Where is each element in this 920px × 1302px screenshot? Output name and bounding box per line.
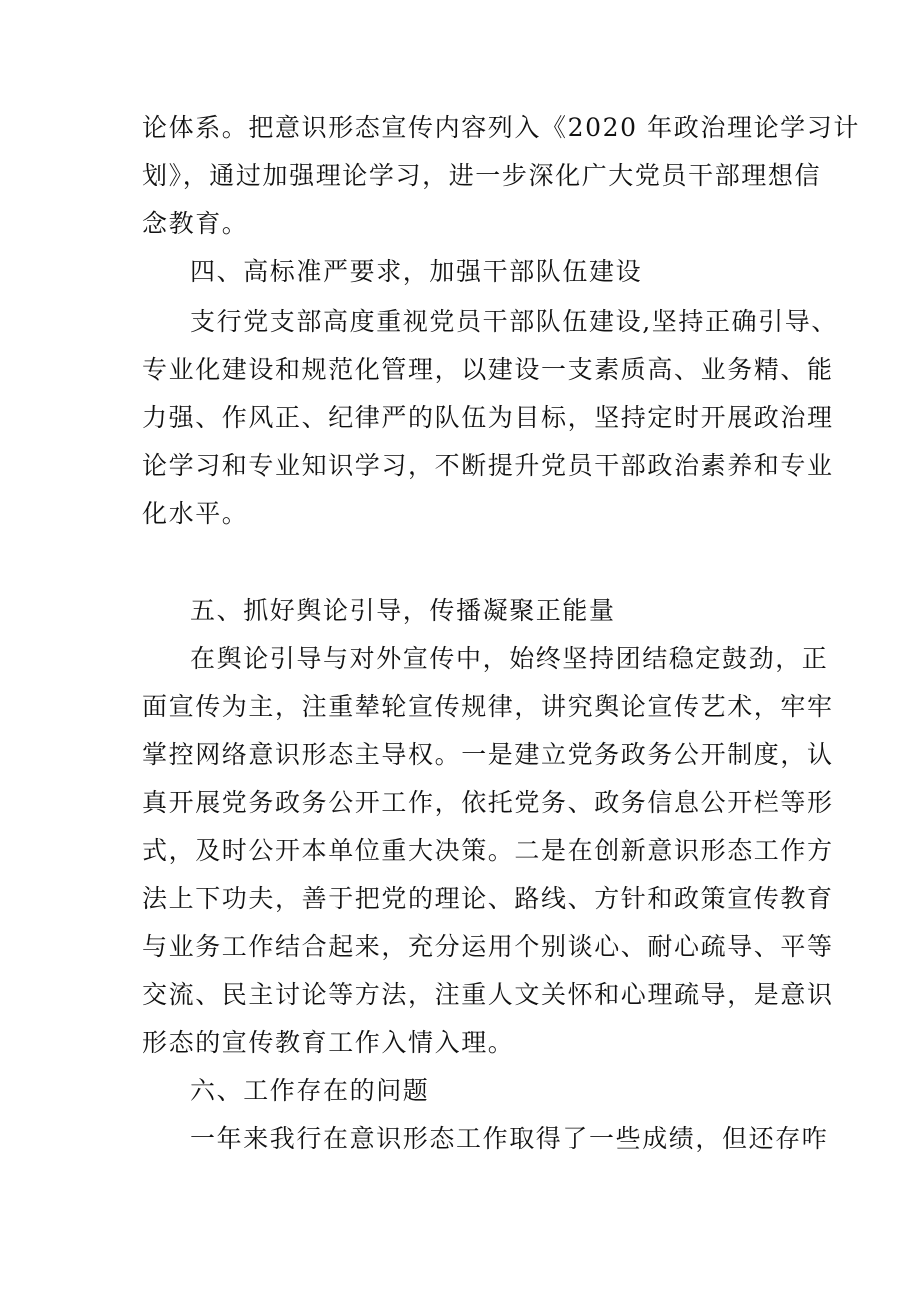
paragraph-line: 念教育。 <box>142 209 249 238</box>
paragraph-line: 真开展党务政务公开工作，依托党务、政务信息公开栏等形 <box>142 788 834 817</box>
paragraph-line: 力强、作风正、纪律严的队伍为目标，坚持定时开展政治理 <box>142 403 834 432</box>
section-heading-5: 五、抓好舆论引导，传播凝聚正能量 <box>190 596 616 625</box>
paragraph-line: 形态的宣传教育工作入情入理。 <box>142 1028 515 1057</box>
paragraph-line: 式，及时公开本单位重大决策。二是在创新意识形态工作方 <box>142 836 834 865</box>
paragraph-line: 一年来我行在意识形态工作取得了一些成绩，但还存咋 <box>190 1124 829 1153</box>
paragraph-line: 论学习和专业知识学习，不断提升党员干部政治素养和专业 <box>142 451 834 480</box>
paragraph-line: 论体系。把意识形态宣传内容列入《2020 年政治理论学习计 <box>142 113 860 142</box>
paragraph-line: 交流、民主讨论等方法，注重人文关怀和心理疏导，是意识 <box>142 980 834 1009</box>
paragraph-line: 化水平。 <box>142 499 249 528</box>
paragraph-line: 掌控网络意识形态主导权。一是建立党务政务公开制度，认 <box>142 740 834 769</box>
section-heading-6: 六、工作存在的问题 <box>190 1076 430 1105</box>
paragraph-line: 专业化建设和规范化管理，以建设一支素质高、业务精、能 <box>142 355 834 384</box>
paragraph-line: 法上下功夫，善于把党的理论、路线、方针和政策宣传教育 <box>142 884 834 913</box>
section-heading-4: 四、高标准严要求，加强干部队伍建设 <box>190 257 643 286</box>
paragraph-line: 支行党支部高度重视党员干部队伍建设,坚持正确引导、 <box>190 307 838 336</box>
paragraph-line: 在舆论引导与对外宣传中，始终坚持团结稳定鼓劲，正 <box>190 644 829 673</box>
paragraph-line: 面宣传为主，注重辇轮宣传规律，讲究舆论宣传艺术，牢牢 <box>142 692 834 721</box>
paragraph-line: 与业务工作结合起来，充分运用个别谈心、耐心疏导、平等 <box>142 932 834 961</box>
paragraph-line: 划》，通过加强理论学习，进一步深化广大党员干部理想信 <box>142 161 822 190</box>
